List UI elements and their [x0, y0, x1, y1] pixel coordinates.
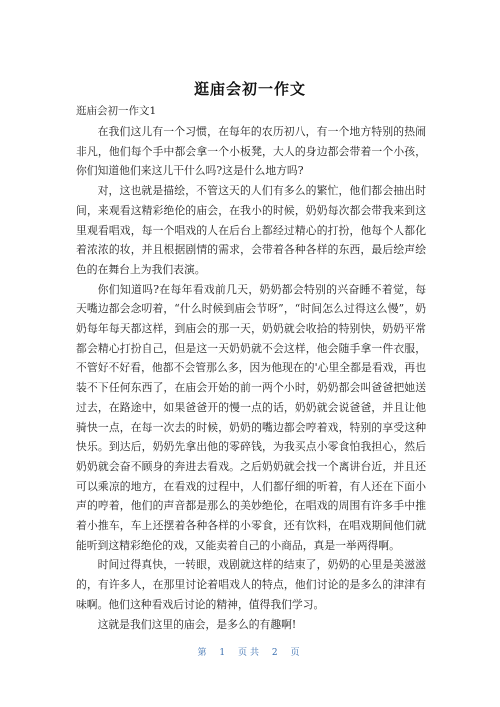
- paragraph: 你们知道吗?在每年看戏前几天，奶奶都会特别的兴奋睡不着觉，每天嘴边都会念叨着，“什么时候到庙会节呀”，“时间怎么过得这么慢”，奶奶每年每天都这样，到庙会的那一天，奶奶就会收拾的特别快，奶奶平常都会精心打扮自己，但是这一天奶奶就不会这样，他会随手拿一件衣服，不管好不好看，他都不会管那么多，因为他现在的'心里全都是看戏，再也装不下任何东西了，在庙会开始的前一两个小时，奶奶都会叫爸爸把她送过去，在路途中，如果爸爸开的慢一点的话，奶奶就会说爸爸，并且让他骑快一点，在每一次去的时候，奶奶的嘴边都会哼着戏，特别的享受这种快乐。到达后，奶奶先拿出他的零碎钱，为我买点小零食怕我担心，然后奶奶就会奋不顾身的奔进去看戏。之后奶奶就会找一个离讲台近，并且还可以乘凉的地方，在看戏的过程中，人们都仔细的听着，有人还在下面小声的哼着，他们的声音都是那么的美妙绝伦，在唱戏的周围有许多手中推着小推车，车上还摆着各种各样的小零食，还有饮料，在唱戏期间他们就能听到这精彩绝伦的戏，又能卖着自己的小商品，真是一举两得啊。: [76, 282, 426, 552]
- page-title: 逛庙会初一作文: [193, 80, 306, 98]
- paragraph: 对，这也就是描绘，不管这天的人们有多么的繁忙，他们都会抽出时间，来观看这精彩绝伦的庙会，在我小的时候，奶奶每次都会带我来到这里观看唱戏，每一个唱戏的人在后台上都经过精心的打扮，他每个人都化着浓浓的妆，并且根据剧情的需求，会带着各种各样的东西，最后绘声绘色的在舞台上为我们表演。: [76, 184, 426, 276]
- footer-page-suffix: 页: [290, 648, 303, 658]
- article-body: [76, 122, 426, 634]
- footer-page-mid: 页共: [237, 648, 262, 658]
- paragraph: 在我们这儿有一个习惯，在每年的农历初八，有一个地方特别的热闹非凡，他们每个手中都会拿一个小板凳，大人的身边都会带着一个小孩，你们知道他们来这儿干什么吗?这是什么地方吗?: [76, 125, 426, 178]
- footer-page-current: 1: [219, 648, 229, 658]
- footer-page-total: 2: [271, 648, 281, 658]
- footer-page-label: 第: [197, 648, 210, 658]
- section-heading: 逛庙会初一作文1: [76, 105, 157, 117]
- page-footer: [0, 645, 500, 658]
- paragraph: 这就是我们这里的庙会，是多么的有趣啊!: [97, 617, 297, 631]
- paragraph: 时间过得真快，一转眼，戏剧就这样的结束了，奶奶的心里是美滋滋的，有许多人，在那里讨论着唱戏人的特点，他们讨论的是多么的津津有味啊。他们这种看戏后讨论的精神，值得我们学习。: [76, 558, 426, 611]
